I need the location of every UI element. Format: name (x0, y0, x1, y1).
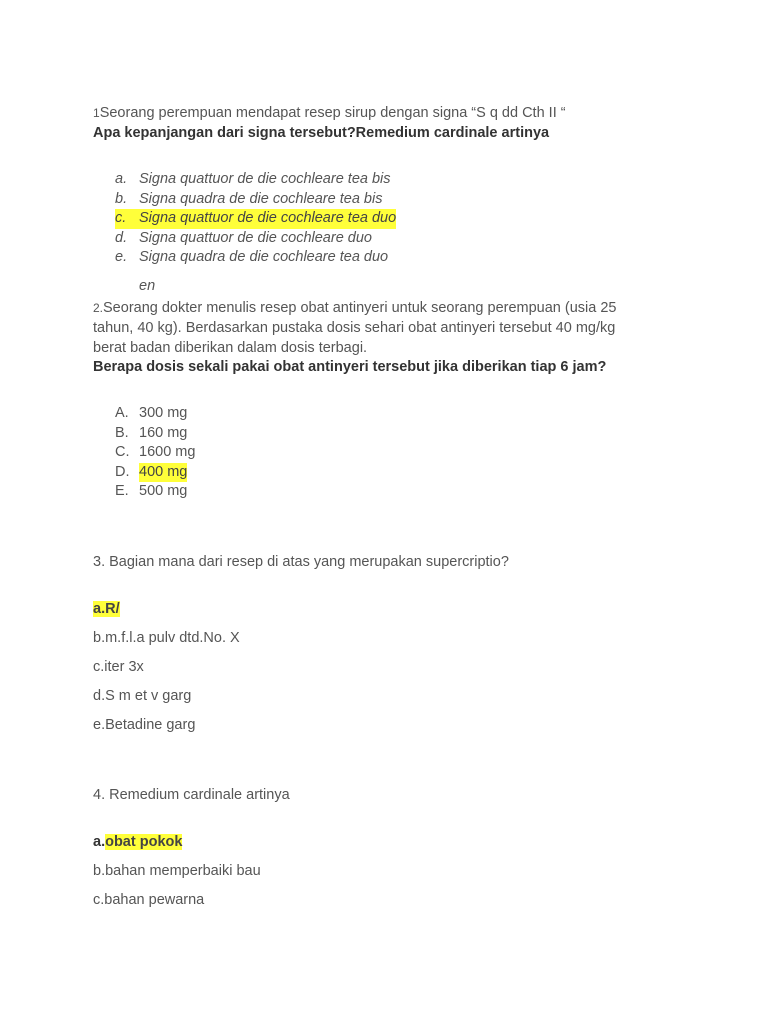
option-marker: D. (115, 463, 130, 480)
option-text-highlighted: 400 mg (139, 463, 187, 483)
q1-question-text: Apa kepanjangan dari signa tersebut? (93, 125, 356, 141)
q2-stem-line3: berat badan diberikan dalam dosis terbagi. (93, 340, 368, 356)
option-marker: B. (115, 424, 129, 441)
option-text: 160 mg (139, 424, 188, 441)
q1-number: 1 (93, 106, 100, 120)
option-text-highlighted: Signa quattuor de die cochleare tea duo (135, 209, 396, 229)
q1-question (93, 123, 549, 143)
q3-option-c: c.iter 3x (93, 659, 144, 675)
option-text: Signa quattuor de die cochleare tea bis (139, 171, 391, 187)
q4-question: 4. Remedium cardinale artinya (93, 787, 290, 803)
q3-option-e: e.Betadine garg (93, 717, 196, 733)
q4-answer-highlighted: obat pokok (105, 834, 183, 850)
option-marker: d. (115, 229, 128, 246)
q4-option-b: b.bahan memperbaiki bau (93, 863, 261, 879)
q2-stem-line2: tahun, 40 kg). Berdasarkan pustaka dosis sehari obat antinyeri tersebut 40 mg/kg (93, 320, 616, 336)
option-text: 500 mg (139, 483, 188, 499)
q1-question-extra: Remedium cardinale artinya (355, 125, 550, 141)
q3-question: 3. Bagian mana dari resep di atas yang merupakan supercriptio? (93, 554, 509, 570)
option-text: 300 mg (139, 405, 188, 421)
q2-number: 2. (93, 301, 104, 315)
option-text: Signa quattuor de die cochleare duo (139, 229, 372, 246)
q4-option-a (93, 832, 182, 852)
q3-option-a (93, 599, 120, 619)
q2-question: Berapa dosis sekali pakai obat antinyeri tersebut jika diberikan tiap 6 jam? (93, 359, 607, 375)
option-marker: E. (115, 483, 129, 499)
q4-option-c: c.bahan pewarna (93, 892, 205, 908)
q4-a-prefix: a. (93, 834, 106, 850)
option-text: 1600 mg (139, 444, 196, 460)
q3-answer-highlighted: a.R/ (93, 601, 120, 617)
option-text: Signa quadra de die cochleare tea bis (139, 190, 383, 207)
q3-option-d: d.S m et v garg (93, 688, 192, 704)
q2-text-line1: Seorang dokter menulis resep obat antinyeri untuk seorang perempuan (usia 25 (103, 300, 617, 316)
option-marker: A. (115, 405, 129, 421)
option-marker: b. (115, 190, 128, 207)
q3-option-b: b.m.f.l.a pulv dtd.No. X (93, 630, 240, 646)
option-marker: C. (115, 444, 130, 460)
option-text: Signa quadra de die cochleare tea duo (139, 249, 389, 265)
q1-text: Seorang perempuan mendapat resep sirup dengan signa “S q dd Cth II “ (99, 105, 566, 121)
option-marker: a. (115, 171, 128, 187)
option-marker-highlighted: c. (115, 209, 135, 229)
option-marker: e. (115, 249, 128, 265)
q1-stem (93, 103, 566, 123)
q2-stem-line1 (93, 298, 616, 318)
q1-trailing: en (139, 278, 156, 294)
